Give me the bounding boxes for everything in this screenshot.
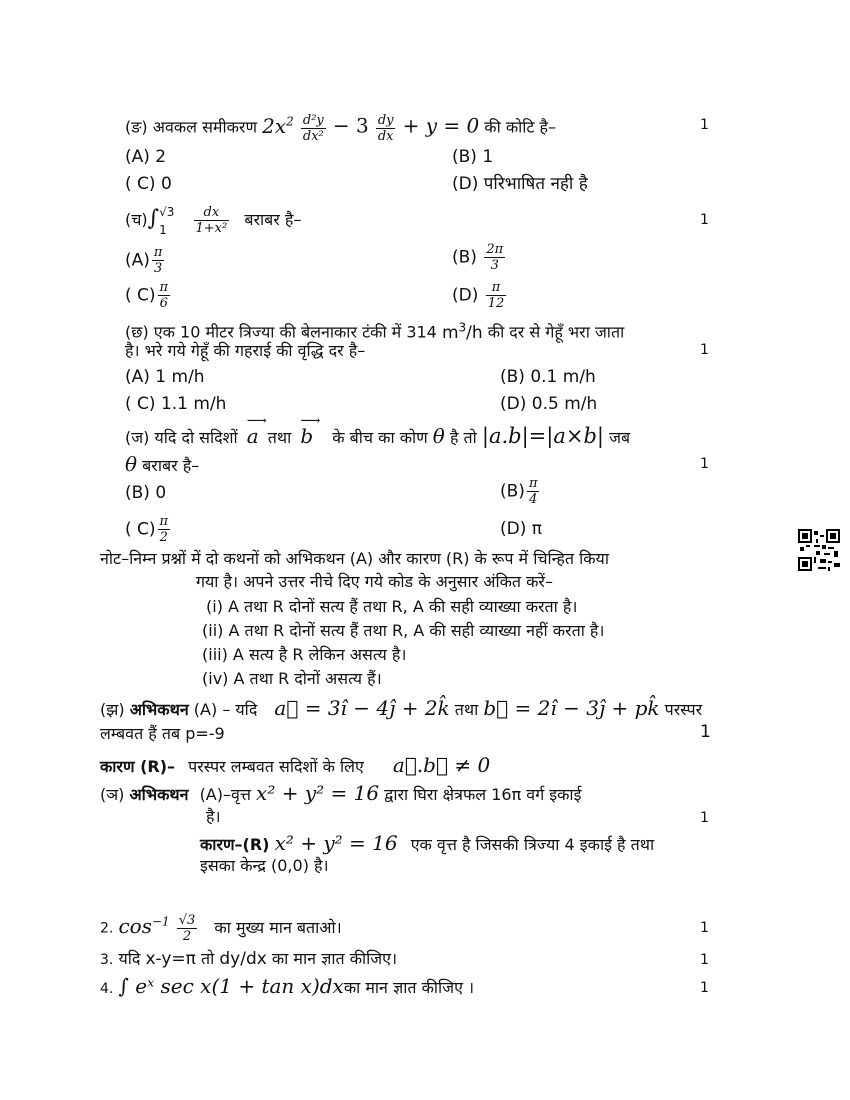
reason-nj — [200, 832, 654, 856]
question-j — [125, 413, 631, 449]
option-d: (D) 0.5 m/h — [500, 394, 598, 414]
question-j-post: के बीच का कोण — [332, 428, 428, 447]
equation: x-y=π — [145, 949, 196, 969]
fraction: $\frac{√3}{2}$ — [178, 912, 196, 944]
note-code-i: (i) A तथा R दोनों सत्य हैं तथा R, A की सही व्याख्या करता है। — [206, 597, 578, 616]
option-a: (A) 2 — [125, 147, 167, 167]
fraction: $\frac{dx}{\text{1+x²}}$ — [195, 205, 228, 236]
marks: 1 — [700, 810, 709, 826]
reason-label: कारण–(R) — [200, 835, 270, 854]
option-b: (B) 0.1 m/h — [500, 367, 596, 387]
marks: 1 — [700, 952, 709, 968]
marks: 1 — [700, 117, 709, 133]
fraction: $\frac{\pi}{4}$ — [528, 476, 538, 507]
reason-eq: a⃗.b⃗ ≠ 0 — [392, 753, 491, 777]
fraction: $\frac{2\pi}{3}$ — [486, 242, 504, 273]
qr-code-icon — [798, 529, 840, 571]
note-code-iii: (iii) A सत्य है R लेकिन असत्य है। — [202, 645, 407, 664]
option-b: (B) 0 — [125, 483, 167, 503]
question-e-post: की कोटि है– — [484, 117, 557, 137]
question-ch — [125, 205, 301, 236]
vector-a: ⟶ a — [246, 413, 267, 448]
rate-unit: $m^3/h$ — [441, 320, 483, 343]
question-number: 4. — [100, 981, 114, 997]
question-label: (ञ) — [100, 785, 125, 804]
theta-symbol: θ — [125, 452, 138, 476]
option-c: ( C) $\frac{\pi}{2}$ — [125, 514, 169, 545]
theta-symbol: θ — [432, 424, 445, 448]
integral-expr: ∫ eˣ sec x(1 + tan x)dx — [118, 974, 344, 998]
marks: 1 — [700, 920, 709, 936]
marks: 1 — [700, 980, 709, 996]
reason-text: एक वृत्त है जिसकी त्रिज्या 4 इकाई है तथा — [410, 835, 655, 854]
question-2-text: का मुख्य मान बताओ। — [214, 917, 342, 937]
option-b2: (B) $\frac{\pi}{4}$ — [500, 476, 538, 507]
option-a: (A) 1 m/h — [125, 367, 205, 387]
question-nj-line2: है। — [206, 807, 221, 826]
question-ch-post: बराबर है– — [244, 210, 302, 229]
question-j-text: (ज) यदि दो सदिशों — [125, 428, 238, 447]
reason-label: कारण (R)– — [100, 757, 176, 776]
cos-inverse: $\cos^{-1}$ — [118, 913, 170, 938]
note-line2: गया है। अपने उत्तर नीचे दिए गये कोड के अनुसार अंकित करें– — [196, 572, 553, 591]
abs-equation: |a.b|=|a×b| — [481, 424, 604, 448]
question-nj — [100, 782, 581, 806]
fraction: $\frac{\pi}{3}$ — [153, 245, 163, 276]
option-d: (D) परिभाषित नही है — [452, 174, 588, 194]
conjunction: तथा — [267, 428, 292, 447]
note-code-ii: (ii) A तथा R दोनों सत्य हैं तथा R, A की सही व्याख्या नहीं करता है। — [202, 621, 605, 640]
question-j-end: जब — [609, 428, 631, 447]
reason-eq: x² + y² = 16 — [274, 831, 398, 855]
question-j-line2 — [125, 453, 199, 477]
eq-term: + y = 0 — [402, 113, 480, 138]
option-b: (B) 1 — [452, 147, 494, 167]
reason-text: परस्पर लम्बवत सदिशों के लिए — [188, 757, 364, 776]
question-number: 2. — [100, 920, 114, 937]
assertion-post: द्वारा घिरा क्षेत्रफल 16π वर्ग इकाई — [384, 785, 582, 804]
note-code-iv: (iv) A तथा R दोनों असत्य हैं। — [202, 669, 382, 688]
fraction: $\frac{\pi}{2}$ — [159, 514, 169, 545]
fraction: $\frac{\pi}{12}$ — [487, 280, 505, 311]
question-number: 3. — [100, 952, 114, 968]
fraction: $\frac{dy}{dx}$ — [377, 112, 394, 144]
assertion-title: अभिकथन — [129, 700, 189, 719]
question-label: (झ) — [100, 700, 125, 719]
option-c: ( C) 1.1 m/h — [125, 394, 227, 414]
question-jh-line2: लम्बवत हैं तब p=-9 — [100, 724, 225, 743]
option-c: ( C) $\frac{\pi}{6}$ — [125, 280, 169, 311]
conjunction: तथा — [454, 700, 479, 719]
question-chh-post: की दर से गेहूँ भरा जाता — [487, 322, 625, 342]
question-e — [125, 110, 556, 144]
marks: 1 — [700, 212, 709, 228]
question-label: (च) — [125, 210, 148, 229]
note-line1: नोट–निम्न प्रश्नों में दो कथनों को अभिकथन (A) और कारण (R) के रूप में चिन्हित किया — [100, 549, 609, 568]
option-d: (D) π — [500, 519, 542, 539]
eq-term: $2x^2$ — [262, 113, 294, 138]
reason-nj-line2: इसका केन्द्र (0,0) है। — [200, 856, 329, 875]
option-a: (A) $\frac{\pi}{3}$ — [125, 245, 163, 276]
marks: 1 — [700, 342, 709, 358]
assertion-title: अभिकथन — [129, 785, 189, 804]
question-e-text: (ङ) अवकल समीकरण — [125, 117, 258, 137]
circle-eq: x² + y² = 16 — [256, 781, 380, 805]
question-j-post2: है तो — [449, 428, 477, 447]
marks: 1 — [700, 456, 709, 472]
question-chh-line2: है। भरे गये गेहूँ की गहराई की वृद्धि दर है– — [125, 341, 366, 360]
question-3-pre: यदि — [118, 949, 141, 968]
integral-limits: √3 1 — [159, 204, 175, 237]
option-b: (B) $\frac{2\pi}{3}$ — [452, 242, 504, 273]
question-2 — [100, 910, 342, 944]
question-4-text: का मान ज्ञात कीजिए । — [343, 978, 475, 997]
question-j-line2-text: बराबर है– — [142, 456, 200, 475]
vector-b: ⟶ b — [300, 413, 321, 448]
derivative: dy/dx — [219, 949, 267, 969]
integral-sign: ∫ — [147, 206, 160, 231]
question-chh-text: (छ) एक 10 मीटर त्रिज्या की बेलनाकार टंकी में 314 — [125, 322, 437, 342]
option-d: (D) $\frac{\pi}{12}$ — [452, 280, 505, 311]
question-jh — [100, 697, 702, 721]
vector-eq-b: b⃗ = 2î − 3ĵ + pk̂ — [483, 696, 660, 720]
option-c: ( C) 0 — [125, 174, 172, 194]
assertion-pre: (A)–वृत्त — [199, 785, 251, 804]
assertion-post: परस्पर — [664, 700, 703, 719]
eq-term: − 3 — [332, 113, 369, 138]
question-3 — [100, 948, 397, 971]
fraction: $\frac{\pi}{6}$ — [159, 280, 169, 311]
fraction: $\frac{\text{d²y}}{\text{dx²}}$ — [302, 112, 324, 144]
question-4 — [100, 975, 474, 1000]
assertion-pre: (A) – यदि — [193, 700, 258, 719]
marks: 1 — [700, 722, 711, 742]
reason-jh — [100, 754, 490, 778]
question-3-mid: तो — [201, 949, 215, 968]
question-3-post: का मान ज्ञात कीजिए। — [271, 949, 398, 968]
vector-eq-a: a⃗ = 3î − 4ĵ + 2k̂ — [274, 696, 450, 720]
